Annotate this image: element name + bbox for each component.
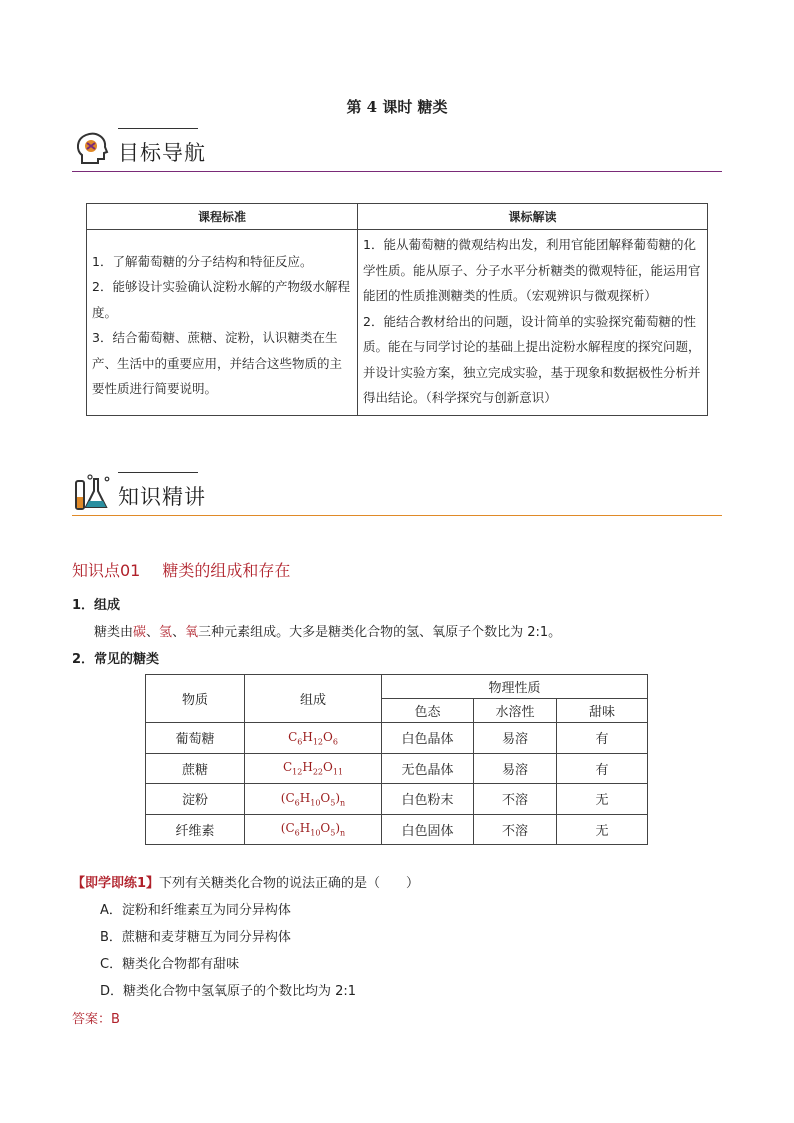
section-label-goals: 目标导航: [118, 141, 206, 165]
sugars-table: [145, 674, 648, 845]
element-oxygen: 氧: [185, 625, 199, 640]
exercise-text: 下列有关糖类化合物的说法正确的是（ ）: [159, 876, 420, 891]
exercise-tag: 【即学即练1】: [72, 876, 160, 891]
section-header-goals: [72, 126, 722, 172]
table-row: 淀粉 $(C_6H_{10}O_5)_n$ 白色粉末 不溶 无: [146, 784, 648, 815]
element-hydrogen: 氢: [159, 625, 173, 640]
formula-cell: [245, 814, 382, 845]
option-a: A．淀粉和纤维素互为同分异构体: [100, 903, 291, 918]
table-row: 葡萄糖 $C_6H_{12}O_6$ 白色晶体 易溶 有: [146, 723, 648, 754]
interpretation-item: 1．能从葡萄糖的微观结构出发，利用官能团解释葡萄糖的化学性质。能从原子、分子水平分析糖类的微观特征，能运用官能团的性质推测糖类的性质。（宏观辨识与微观探析）: [363, 237, 701, 303]
composition-text: 糖类由碳、氢、氧三种元素组成。大多是糖类化合物的氢、氧原子个数比为 2:1。: [94, 625, 562, 640]
col-header-physical: 物理性质: [382, 675, 648, 699]
brain-head-icon: [72, 129, 112, 169]
knowledge-point-name: 糖类的组成和存在: [162, 561, 291, 580]
table-header-standard: 课程标准: [87, 204, 358, 230]
interpretation-cell: [358, 230, 708, 416]
page-title: 第 4 课时 糖类: [346, 98, 448, 116]
col-header-sweet: 甜味: [557, 699, 648, 723]
standard-item: 3．结合葡萄糖、蔗糖、淀粉，认识糖类在生产、生活中的重要应用，并结合这些物质的主要性质进行简要说明。: [92, 330, 343, 397]
exercise-question: [72, 872, 419, 891]
standards-cell: [87, 230, 358, 416]
formula-cell: [245, 784, 382, 815]
knowledge-point-title: [72, 558, 290, 581]
formula-cell: [245, 723, 382, 754]
col-header-solubility: 水溶性: [474, 699, 557, 723]
composition-heading: 1．组成: [72, 598, 121, 613]
standard-item: 1．了解葡萄糖的分子结构和特征反应。: [92, 253, 313, 269]
option-c: C．糖类化合物都有甜味: [100, 957, 240, 972]
col-header-substance: 物质: [146, 675, 245, 723]
col-header-state: 色态: [382, 699, 474, 723]
lab-flask-icon: [72, 473, 112, 513]
option-d: D．糖类化合物中氢氧原子的个数比均为 2:1: [100, 984, 357, 999]
formula: $C_6H_{12}O_6$: [288, 729, 338, 746]
table-row: 纤维素 $(C_6H_{10}O_5)_n$ 白色固体 不溶 无: [146, 814, 648, 845]
answer: 答案：B: [72, 1012, 120, 1027]
table-header-interpretation: 课标解读: [358, 204, 708, 230]
standard-item: 2．能够设计实验确认淀粉水解的产物级水解程度。: [92, 279, 350, 320]
col-header-composition: 组成: [245, 675, 382, 723]
knowledge-point-number: 知识点01: [72, 561, 141, 580]
formula: $(C_6H_{10}O_5)_n$: [280, 790, 346, 807]
formula: $C_{12}H_{22}O_{11}$: [282, 760, 344, 777]
section-label-knowledge: 知识精讲: [118, 485, 206, 509]
section-header-knowledge: [72, 470, 722, 516]
interpretation-item: 2．能结合教材给出的问题，设计简单的实验探究葡萄糖的性质。能在与同学讨论的基础上提出淀粉水解程度的探究问题，并设计实验方案，独立完成实验，基于现象和数据极性分析并得出结论。（科学探究与创新意识）: [363, 313, 701, 405]
formula-cell: [245, 753, 382, 784]
option-b: B．蔗糖和麦芽糖互为同分异构体: [100, 930, 291, 945]
common-sugars-heading: 2．常见的糖类: [72, 652, 160, 667]
element-carbon: 碳: [133, 625, 147, 640]
formula: $(C_6H_{10}O_5)_n$: [280, 821, 346, 838]
standards-table: [86, 203, 708, 416]
table-row: 蔗糖 $C_{12}H_{22}O_{11}$ 无色晶体 易溶 有: [146, 753, 648, 784]
